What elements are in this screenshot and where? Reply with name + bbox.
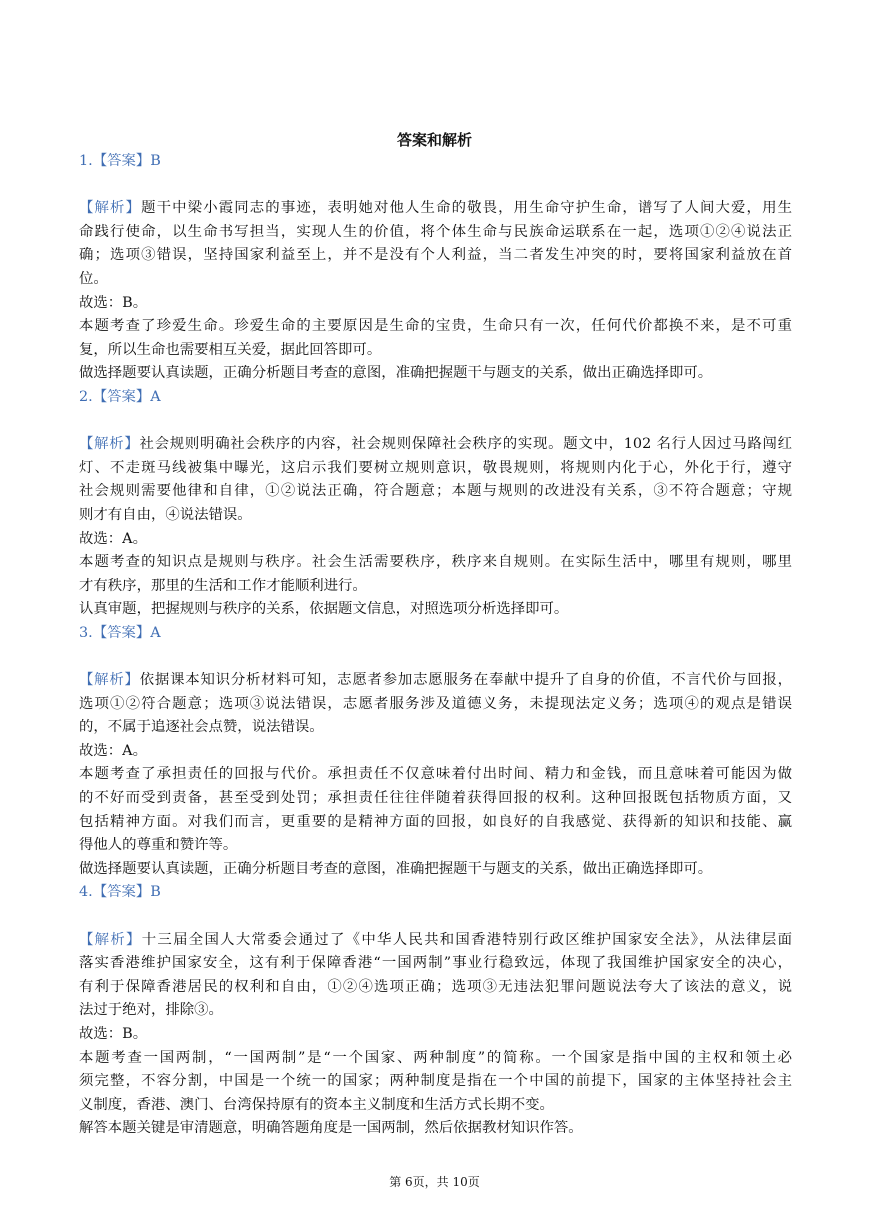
analysis-line — [79, 244, 792, 268]
analysis-text: 灯、不走斑马线被集中曝光，这启示我们要树立规则意识，敬畏规则，将规则内化于心，外化于行，遵守 — [79, 459, 792, 476]
analysis-text: 十三届全国人大常委会通过了《中华人民共和国香港特别行政区维护国家安全法》，从法律层面 — [141, 931, 792, 948]
page-title: 答案和解析 — [396, 131, 472, 149]
analysis-text: 法过于绝对，排除③。 — [79, 1002, 223, 1019]
answer-item — [79, 881, 792, 1141]
explanation-line: 才有秩序，那里的生活和工作才能顺利进行。 — [79, 577, 367, 594]
answer-content — [79, 150, 792, 1141]
analysis-line — [79, 693, 792, 717]
analysis-line — [79, 433, 792, 457]
explanation-line: 得他人的尊重和赞许等。 — [79, 837, 238, 854]
answer-line: 4.【答案】B — [79, 884, 161, 901]
explanation-line: 本题考查了珍爱生命。珍爱生命的主要原因是生命的宝贵，生命只有一次，任何代价都换不来，是不可重 — [79, 318, 792, 335]
explanation-line: 解答本题关键是审清题意，明确答题角度是一国两制，然后依据教材知识作答。 — [79, 1120, 583, 1137]
analysis-line — [79, 929, 792, 953]
spacer — [79, 174, 792, 198]
spacer — [79, 410, 792, 434]
analysis-line — [79, 457, 792, 481]
analysis-text: 落实香港维护国家安全，这有利于保障香港“一国两制”事业行稳致远，体现了我国维护国家安全的决心， — [79, 955, 792, 972]
analysis-text: 依据课本知识分析材料可知，志愿者参加志愿服务在奉献中提升了自身的价值，不言代价与回报， — [139, 672, 792, 689]
analysis-text: 位。 — [79, 270, 108, 287]
analysis-line — [79, 669, 792, 693]
explanation-line: 故选：A。 — [79, 530, 147, 547]
analysis-line — [79, 952, 792, 976]
explanation-line: 本题考查的知识点是规则与秩序。社会生活需要秩序，秩序来自规则。在实际生活中，哪里有规则，哪里 — [79, 554, 792, 571]
analysis-line — [79, 999, 792, 1023]
analysis-line — [79, 197, 792, 221]
answer-line: 3.【答案】A — [79, 624, 161, 641]
analysis-text: 社会规则需要他律和自律，①②说法正确，符合题意；本题与规则的改进没有关系，③不符合题意；守规 — [79, 483, 792, 500]
spacer — [79, 645, 792, 669]
explanation-line: 故选：A。 — [79, 742, 147, 759]
analysis-paragraph — [79, 433, 792, 527]
analysis-text: 社会规则明确社会秩序的内容，社会规则保障社会秩序的实现。题文中，102 名行人因过马路闯红 — [139, 436, 792, 453]
analysis-tag: 【解析】 — [79, 436, 140, 453]
analysis-line — [79, 221, 792, 245]
analysis-tag: 【解析】 — [79, 672, 140, 689]
analysis-paragraph — [79, 929, 792, 1023]
explanation-line: 须完整，不容分割，中国是一个统一的国家；两种制度是指在一个中国的前提下，国家的主体坚持社会主 — [79, 1073, 792, 1090]
explanation-line: 本题考查一国两制，“一国两制”是“一个国家、两种制度”的简称。一个国家是指中国的主权和领土必 — [79, 1049, 792, 1066]
answer-item — [79, 386, 792, 622]
analysis-line — [79, 504, 792, 528]
analysis-text: 题干中梁小霞同志的事迹，表明她对他人生命的敬畏，用生命守护生命，谱写了人间大爱，用生 — [141, 200, 792, 217]
page-footer: 第 6页，共 10页 — [389, 1175, 480, 1189]
explanation-line: 复，所以生命也需要相互关爱，据此回答即可。 — [79, 341, 382, 358]
explanation-line: 做选择题要认真读题，正确分析题目考查的意图，准确把握题干与题支的关系，做出正确选择即可。 — [79, 860, 713, 877]
analysis-line — [79, 716, 792, 740]
answer-item — [79, 150, 792, 386]
answer-item — [79, 622, 792, 882]
explanation-line: 义制度，香港、澳门、台湾保持原有的资本主义制度和生活方式长期不变。 — [79, 1096, 554, 1113]
analysis-paragraph — [79, 197, 792, 291]
analysis-tag: 【解析】 — [79, 200, 142, 217]
analysis-text: 选项①②符合题意；选项③说法错误，志愿者服务涉及道德义务，未提现法定义务；选项④的观点是错误 — [79, 695, 792, 712]
explanation-line: 的不好而受到责备，甚至受到处罚；承担责任往往伴随着获得回报的权利。这种回报既包括物质方面，又 — [79, 790, 792, 807]
analysis-text: 命践行使命，以生命书写担当，实现人生的价值，将个体生命与民族命运联系在一起，选项①②④说法正 — [79, 223, 792, 240]
explanation-line: 本题考查了承担责任的回报与代价。承担责任不仅意味着付出时间、精力和金钱，而且意味着可能因为做 — [79, 766, 792, 783]
analysis-line — [79, 480, 792, 504]
analysis-line — [79, 976, 792, 1000]
explanation-line: 故选：B。 — [79, 294, 148, 311]
analysis-tag: 【解析】 — [79, 931, 142, 948]
analysis-text: 有利于保障香港居民的权利和自由，①②④选项正确；选项③无违法犯罪问题说法夸大了该法的意义，说 — [79, 978, 792, 995]
explanation-line: 包括精神方面。对我们而言，更重要的是精神方面的回报，如良好的自我感觉、获得新的知识和技能、赢 — [79, 813, 792, 830]
analysis-text: 的，不属于追逐社会点赞，说法错误。 — [79, 719, 324, 736]
explanation-line: 做选择题要认真读题，正确分析题目考查的意图，准确把握题干与题支的关系，做出正确选择即可。 — [79, 365, 713, 382]
explanation-line: 故选：B。 — [79, 1025, 148, 1042]
answer-line: 2.【答案】A — [79, 388, 161, 405]
spacer — [79, 905, 792, 929]
explanation-line: 认真审题，把握规则与秩序的关系，依据题文信息，对照选项分析选择即可。 — [79, 601, 569, 618]
analysis-line — [79, 268, 792, 292]
analysis-paragraph — [79, 669, 792, 740]
analysis-text: 确；选项③错误，坚持国家利益至上，并不是没有个人利益，当二者发生冲突的时，要将国家利益放在首 — [79, 247, 792, 264]
analysis-text: 则才有自由，④说法错误。 — [79, 506, 252, 523]
answer-line: 1.【答案】B — [79, 153, 161, 169]
